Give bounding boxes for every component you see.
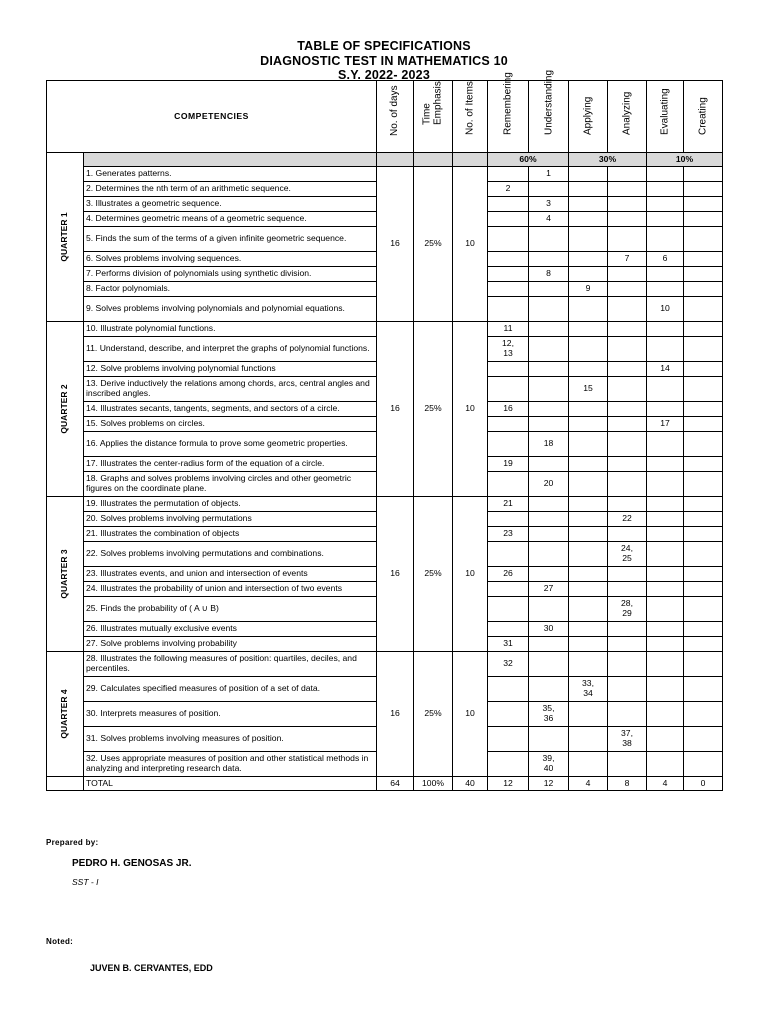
header-applying-label: Applying xyxy=(582,96,594,135)
evaluating-cell: 10 xyxy=(647,297,684,322)
understanding-cell xyxy=(529,377,569,402)
creating-cell xyxy=(684,752,723,777)
total-time: 100% xyxy=(414,777,453,791)
applying-cell xyxy=(569,267,608,282)
remembering-cell xyxy=(488,432,529,457)
header-analyzing xyxy=(608,81,647,153)
num-items-cell: 10 xyxy=(453,167,488,322)
competency-cell: 14. Illustrates secants, tangents, segments, and sectors of a circle. xyxy=(84,402,377,417)
shaded-cell xyxy=(414,153,453,167)
applying-cell xyxy=(569,297,608,322)
remembering-cell xyxy=(488,197,529,212)
analyzing-cell xyxy=(608,282,647,297)
percent-lower-order: 60% xyxy=(488,153,569,167)
evaluating-cell xyxy=(647,727,684,752)
time-emphasis-cell: 25% xyxy=(414,322,453,497)
analyzing-cell: 24, 25 xyxy=(608,542,647,567)
header-creating xyxy=(684,81,723,153)
understanding-cell: 4 xyxy=(529,212,569,227)
total-remembering: 12 xyxy=(488,777,529,791)
header-applying xyxy=(569,81,608,153)
competency-cell: 26. Illustrates mutually exclusive events xyxy=(84,622,377,637)
remembering-cell: 21 xyxy=(488,497,529,512)
creating-cell xyxy=(684,282,723,297)
remembering-cell xyxy=(488,212,529,227)
table-row xyxy=(47,167,723,182)
understanding-cell xyxy=(529,727,569,752)
evaluating-cell xyxy=(647,497,684,512)
competency-cell: 20. Solves problems involving permutations xyxy=(84,512,377,527)
competency-cell: 12. Solve problems involving polynomial functions xyxy=(84,362,377,377)
understanding-cell: 39, 40 xyxy=(529,752,569,777)
competency-cell: 25. Finds the probability of ( A ∪ B) xyxy=(84,597,377,622)
header-items-label: No. of Items xyxy=(464,80,476,135)
header-evaluating-label: Evaluating xyxy=(659,88,671,135)
understanding-cell xyxy=(529,402,569,417)
competency-cell: 21. Illustrates the combination of objects xyxy=(84,527,377,542)
header-items xyxy=(453,81,488,153)
applying-cell xyxy=(569,527,608,542)
competency-cell: 11. Understand, describe, and interpret the graphs of polynomial functions. xyxy=(84,337,377,362)
percent-higher-order: 10% xyxy=(647,153,723,167)
applying-cell xyxy=(569,567,608,582)
understanding-cell xyxy=(529,567,569,582)
remembering-cell: 2 xyxy=(488,182,529,197)
creating-cell xyxy=(684,677,723,702)
total-items: 40 xyxy=(453,777,488,791)
understanding-cell: 1 xyxy=(529,167,569,182)
understanding-cell xyxy=(529,512,569,527)
competency-cell: 30. Interprets measures of position. xyxy=(84,702,377,727)
creating-cell xyxy=(684,182,723,197)
creating-cell xyxy=(684,197,723,212)
creating-cell xyxy=(684,432,723,457)
analyzing-cell: 37, 38 xyxy=(608,727,647,752)
evaluating-cell xyxy=(647,512,684,527)
creating-cell xyxy=(684,567,723,582)
remembering-cell xyxy=(488,252,529,267)
understanding-cell xyxy=(529,527,569,542)
analyzing-cell xyxy=(608,457,647,472)
remembering-cell xyxy=(488,597,529,622)
applying-cell xyxy=(569,702,608,727)
quarter-label-cell xyxy=(47,652,84,777)
analyzing-cell xyxy=(608,622,647,637)
remembering-cell xyxy=(488,727,529,752)
analyzing-cell xyxy=(608,652,647,677)
remembering-cell: 32 xyxy=(488,652,529,677)
analyzing-cell xyxy=(608,417,647,432)
competency-cell: 5. Finds the sum of the terms of a given infinite geometric sequence. xyxy=(84,227,377,252)
competency-cell: 3. Illustrates a geometric sequence. xyxy=(84,197,377,212)
num-items-cell: 10 xyxy=(453,652,488,777)
creating-cell xyxy=(684,472,723,497)
total-understanding: 12 xyxy=(529,777,569,791)
creating-cell xyxy=(684,227,723,252)
understanding-cell xyxy=(529,417,569,432)
applying-cell xyxy=(569,637,608,652)
analyzing-cell xyxy=(608,322,647,337)
competency-cell: 1. Generates patterns. xyxy=(84,167,377,182)
applying-cell xyxy=(569,252,608,267)
competency-cell: 28. Illustrates the following measures of position: quartiles, deciles, and percentiles. xyxy=(84,652,377,677)
competency-cell: 15. Solves problems on circles. xyxy=(84,417,377,432)
competency-cell: 32. Uses appropriate measures of position and other statistical methods in analyzing and interpreting research data. xyxy=(84,752,377,777)
time-emphasis-cell: 25% xyxy=(414,167,453,322)
header-creating-label: Creating xyxy=(697,97,709,135)
applying-cell: 15 xyxy=(569,377,608,402)
header-understanding xyxy=(529,69,569,153)
table-header-row xyxy=(47,81,723,153)
competency-cell: 6. Solves problems involving sequences. xyxy=(84,252,377,267)
evaluating-cell xyxy=(647,402,684,417)
competencies-header: COMPETENCIES xyxy=(47,81,377,153)
evaluating-cell xyxy=(647,457,684,472)
shaded-cell xyxy=(453,153,488,167)
remembering-cell: 31 xyxy=(488,637,529,652)
analyzing-cell xyxy=(608,527,647,542)
applying-cell xyxy=(569,362,608,377)
header-remembering-label: Remembering xyxy=(502,72,514,135)
analyzing-cell xyxy=(608,337,647,362)
evaluating-cell xyxy=(647,597,684,622)
competency-cell: 31. Solves problems involving measures of position. xyxy=(84,727,377,752)
analyzing-cell xyxy=(608,167,647,182)
remembering-cell: 11 xyxy=(488,322,529,337)
competency-cell: 13. Derive inductively the relations among chords, arcs, central angles and inscribed angles. xyxy=(84,377,377,402)
total-analyzing: 8 xyxy=(608,777,647,791)
days-taught-cell: 16 xyxy=(377,497,414,652)
header-days xyxy=(377,81,414,153)
total-label: TOTAL xyxy=(84,777,377,791)
understanding-cell xyxy=(529,497,569,512)
shaded-cell xyxy=(377,153,414,167)
competency-cell: 16. Applies the distance formula to prove some geometric properties. xyxy=(84,432,377,457)
evaluating-cell xyxy=(647,197,684,212)
evaluating-cell xyxy=(647,472,684,497)
understanding-cell xyxy=(529,457,569,472)
evaluating-cell xyxy=(647,267,684,282)
remembering-cell xyxy=(488,582,529,597)
analyzing-cell xyxy=(608,677,647,702)
competency-cell: 24. Illustrates the probability of union and intersection of two events xyxy=(84,582,377,597)
total-creating: 0 xyxy=(684,777,723,791)
understanding-cell xyxy=(529,362,569,377)
remembering-cell: 16 xyxy=(488,402,529,417)
analyzing-cell xyxy=(608,432,647,457)
applying-cell: 33, 34 xyxy=(569,677,608,702)
applying-cell xyxy=(569,727,608,752)
analyzing-cell xyxy=(608,472,647,497)
creating-cell xyxy=(684,267,723,282)
creating-cell xyxy=(684,637,723,652)
understanding-cell: 8 xyxy=(529,267,569,282)
understanding-cell: 3 xyxy=(529,197,569,212)
evaluating-cell xyxy=(647,432,684,457)
days-taught-cell: 16 xyxy=(377,652,414,777)
evaluating-cell xyxy=(647,652,684,677)
understanding-cell xyxy=(529,322,569,337)
quarter-label: QUARTER 4 xyxy=(59,689,70,739)
applying-cell xyxy=(569,752,608,777)
total-evaluating: 4 xyxy=(647,777,684,791)
creating-cell xyxy=(684,702,723,727)
understanding-cell: 18 xyxy=(529,432,569,457)
competency-cell: 10. Illustrate polynomial functions. xyxy=(84,322,377,337)
header-time xyxy=(414,81,453,153)
remembering-cell xyxy=(488,622,529,637)
creating-cell xyxy=(684,512,723,527)
header-evaluating xyxy=(647,81,684,153)
prepared-by-label: Prepared by: xyxy=(46,838,99,847)
header-analyzing-label: Analyzing xyxy=(621,91,633,135)
applying-cell xyxy=(569,582,608,597)
evaluating-cell xyxy=(647,282,684,297)
prepared-by-name: PEDRO H. GENOSAS JR. xyxy=(72,858,192,869)
creating-cell xyxy=(684,337,723,362)
header-time-label: Time Emphasis xyxy=(421,81,444,125)
applying-cell xyxy=(569,197,608,212)
remembering-cell xyxy=(488,542,529,567)
analyzing-cell xyxy=(608,197,647,212)
applying-cell xyxy=(569,597,608,622)
competency-cell: 4. Determines geometric means of a geometric sequence. xyxy=(84,212,377,227)
applying-cell: 9 xyxy=(569,282,608,297)
creating-cell xyxy=(684,457,723,472)
competency-cell: 17. Illustrates the center-radius form of the equation of a circle. xyxy=(84,457,377,472)
quarter-label: QUARTER 1 xyxy=(59,212,70,262)
analyzing-cell xyxy=(608,567,647,582)
evaluating-cell xyxy=(647,212,684,227)
understanding-cell xyxy=(529,597,569,622)
creating-cell xyxy=(684,582,723,597)
applying-cell xyxy=(569,167,608,182)
understanding-cell xyxy=(529,297,569,322)
applying-cell xyxy=(569,432,608,457)
analyzing-cell xyxy=(608,297,647,322)
understanding-cell: 35, 36 xyxy=(529,702,569,727)
shaded-cell xyxy=(84,153,377,167)
competency-cell: 23. Illustrates events, and union and intersection of events xyxy=(84,567,377,582)
remembering-cell xyxy=(488,227,529,252)
analyzing-cell xyxy=(608,752,647,777)
evaluating-cell xyxy=(647,377,684,402)
creating-cell xyxy=(684,322,723,337)
creating-cell xyxy=(684,597,723,622)
evaluating-cell: 6 xyxy=(647,252,684,267)
analyzing-cell xyxy=(608,362,647,377)
competency-cell: 19. Illustrates the permutation of objects. xyxy=(84,497,377,512)
remembering-cell xyxy=(488,362,529,377)
remembering-cell xyxy=(488,167,529,182)
analyzing-cell xyxy=(608,497,647,512)
understanding-cell xyxy=(529,282,569,297)
total-applying: 4 xyxy=(569,777,608,791)
analyzing-cell xyxy=(608,402,647,417)
evaluating-cell xyxy=(647,702,684,727)
remembering-cell: 26 xyxy=(488,567,529,582)
remembering-cell xyxy=(488,297,529,322)
analyzing-cell xyxy=(608,182,647,197)
remembering-cell xyxy=(488,752,529,777)
applying-cell xyxy=(569,472,608,497)
competency-cell: 2. Determines the nth term of an arithmetic sequence. xyxy=(84,182,377,197)
remembering-cell xyxy=(488,267,529,282)
remembering-cell xyxy=(488,677,529,702)
competency-cell: 8. Factor polynomials. xyxy=(84,282,377,297)
noted-by-label: Noted: xyxy=(46,937,74,946)
creating-cell xyxy=(684,622,723,637)
header-days-label: No. of days xyxy=(388,84,400,136)
evaluating-cell xyxy=(647,567,684,582)
remembering-cell xyxy=(488,472,529,497)
remembering-cell xyxy=(488,702,529,727)
evaluating-cell xyxy=(647,227,684,252)
competency-cell: 27. Solve problems involving probability xyxy=(84,637,377,652)
understanding-cell xyxy=(529,337,569,362)
creating-cell xyxy=(684,167,723,182)
creating-cell xyxy=(684,377,723,402)
evaluating-cell: 14 xyxy=(647,362,684,377)
evaluating-cell xyxy=(647,752,684,777)
remembering-cell xyxy=(488,377,529,402)
analyzing-cell xyxy=(608,377,647,402)
evaluating-cell xyxy=(647,527,684,542)
creating-cell xyxy=(684,497,723,512)
evaluating-cell xyxy=(647,542,684,567)
document-subtitle: DIAGNOSTIC TEST IN MATHEMATICS 10 xyxy=(260,54,508,68)
competency-cell: 9. Solves problems involving polynomials and polynomial equations. xyxy=(84,297,377,322)
total-row xyxy=(47,777,723,791)
analyzing-cell: 22 xyxy=(608,512,647,527)
creating-cell xyxy=(684,362,723,377)
evaluating-cell xyxy=(647,637,684,652)
quarter-label-cell xyxy=(47,322,84,497)
noted-by-name: JUVEN B. CERVANTES, EDD xyxy=(90,963,213,973)
quarter-label-cell xyxy=(47,497,84,652)
understanding-cell xyxy=(529,252,569,267)
days-taught-cell: 16 xyxy=(377,167,414,322)
total-days: 64 xyxy=(377,777,414,791)
creating-cell xyxy=(684,652,723,677)
remembering-cell xyxy=(488,417,529,432)
table-row xyxy=(47,652,723,677)
evaluating-cell xyxy=(647,582,684,597)
header-remembering xyxy=(488,72,529,153)
quarter-label: QUARTER 3 xyxy=(59,549,70,599)
competency-cell: 29. Calculates specified measures of position of a set of data. xyxy=(84,677,377,702)
competency-cell: 7. Performs division of polynomials using synthetic division. xyxy=(84,267,377,282)
applying-cell xyxy=(569,182,608,197)
time-emphasis-cell: 25% xyxy=(414,652,453,777)
creating-cell xyxy=(684,542,723,567)
analyzing-cell xyxy=(608,637,647,652)
understanding-cell xyxy=(529,182,569,197)
understanding-cell xyxy=(529,652,569,677)
remembering-cell xyxy=(488,282,529,297)
num-items-cell: 10 xyxy=(453,322,488,497)
understanding-cell xyxy=(529,542,569,567)
analyzing-cell xyxy=(608,702,647,727)
applying-cell xyxy=(569,402,608,417)
quarter-label-cell xyxy=(47,153,84,322)
num-items-cell: 10 xyxy=(453,497,488,652)
creating-cell xyxy=(684,402,723,417)
understanding-cell: 20 xyxy=(529,472,569,497)
prepared-by-position: SST - I xyxy=(72,877,99,887)
time-emphasis-cell: 25% xyxy=(414,497,453,652)
evaluating-cell xyxy=(647,322,684,337)
remembering-cell: 19 xyxy=(488,457,529,472)
applying-cell xyxy=(569,457,608,472)
understanding-cell xyxy=(529,227,569,252)
analyzing-cell xyxy=(608,267,647,282)
analyzing-cell xyxy=(608,227,647,252)
total-blank-cell xyxy=(47,777,84,791)
remembering-cell xyxy=(488,512,529,527)
creating-cell xyxy=(684,297,723,322)
applying-cell xyxy=(569,497,608,512)
competency-cell: 18. Graphs and solves problems involving circles and other geometric figures on the coordinate plane. xyxy=(84,472,377,497)
remembering-cell: 12, 13 xyxy=(488,337,529,362)
percentage-row xyxy=(47,153,723,167)
applying-cell xyxy=(569,322,608,337)
applying-cell xyxy=(569,227,608,252)
evaluating-cell xyxy=(647,622,684,637)
understanding-cell xyxy=(529,677,569,702)
quarter-label: QUARTER 2 xyxy=(59,384,70,434)
analyzing-cell xyxy=(608,212,647,227)
table-row xyxy=(47,497,723,512)
evaluating-cell: 17 xyxy=(647,417,684,432)
understanding-cell xyxy=(529,637,569,652)
applying-cell xyxy=(569,212,608,227)
percent-middle-order: 30% xyxy=(569,153,647,167)
evaluating-cell xyxy=(647,182,684,197)
header-understanding-label: Understanding xyxy=(542,69,554,135)
applying-cell xyxy=(569,512,608,527)
document-title: TABLE OF SPECIFICATIONS xyxy=(297,39,471,53)
applying-cell xyxy=(569,542,608,567)
analyzing-cell: 28, 29 xyxy=(608,597,647,622)
applying-cell xyxy=(569,337,608,362)
applying-cell xyxy=(569,622,608,637)
creating-cell xyxy=(684,417,723,432)
analyzing-cell: 7 xyxy=(608,252,647,267)
understanding-cell: 27 xyxy=(529,582,569,597)
understanding-cell: 30 xyxy=(529,622,569,637)
creating-cell xyxy=(684,727,723,752)
creating-cell xyxy=(684,212,723,227)
evaluating-cell xyxy=(647,167,684,182)
applying-cell xyxy=(569,417,608,432)
school-year: S.Y. 2022- 2023 xyxy=(338,68,430,82)
remembering-cell: 23 xyxy=(488,527,529,542)
evaluating-cell xyxy=(647,337,684,362)
evaluating-cell xyxy=(647,677,684,702)
creating-cell xyxy=(684,527,723,542)
applying-cell xyxy=(569,652,608,677)
analyzing-cell xyxy=(608,582,647,597)
days-taught-cell: 16 xyxy=(377,322,414,497)
table-row xyxy=(47,322,723,337)
creating-cell xyxy=(684,252,723,267)
competency-cell: 22. Solves problems involving permutations and combinations. xyxy=(84,542,377,567)
